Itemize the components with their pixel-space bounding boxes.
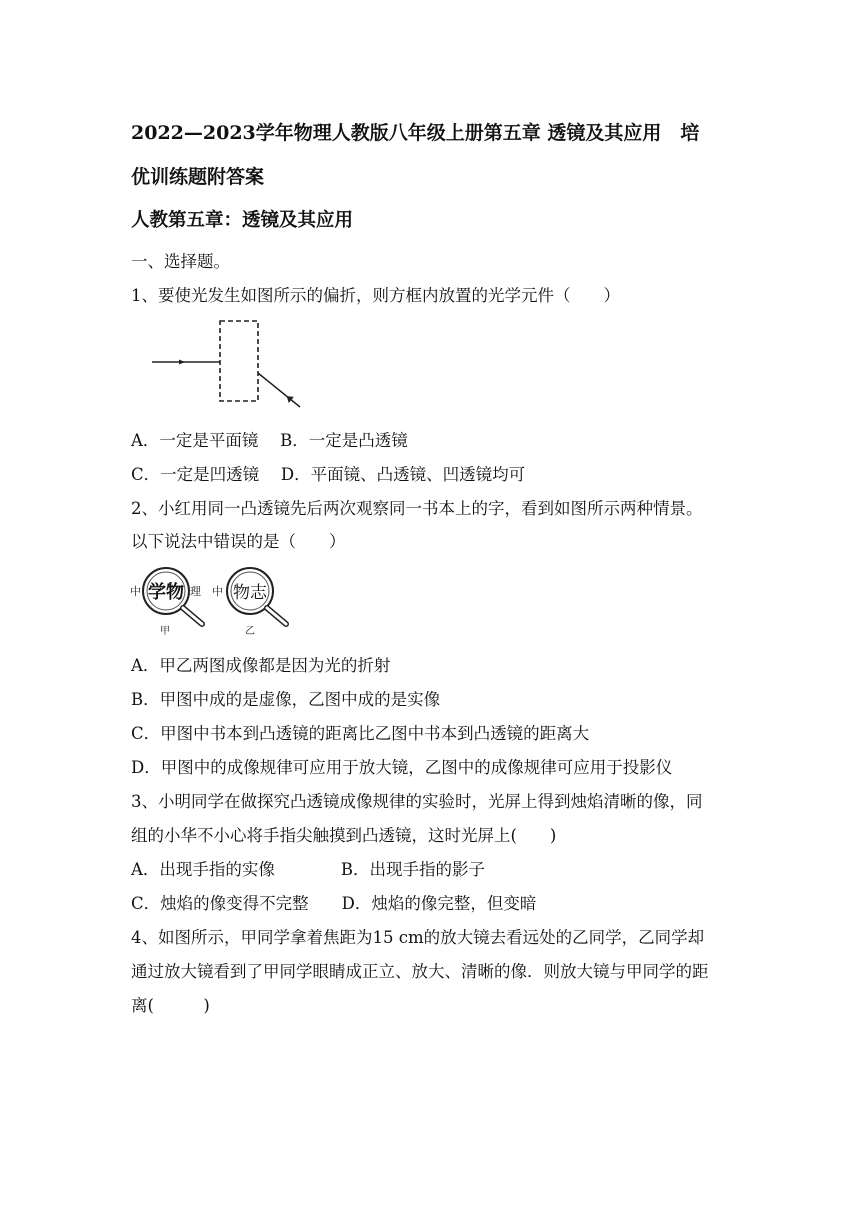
magnifier-a — [130, 568, 202, 637]
inverted-text-b: 物志 — [233, 583, 267, 603]
question-2-option-b: B．甲图中成的是虚像，乙图中成的是实像 — [131, 690, 441, 709]
magnifier-figure — [128, 560, 303, 638]
question-2-stem-line-1: 2、小红用同一凸透镜先后两次观察同一书本上的字，看到如图所示两种情景。 — [131, 499, 703, 518]
caption-yi: 乙 — [245, 626, 255, 637]
doc-title-line-2: 优训练题附答案 — [131, 166, 265, 188]
chapter-heading: 人教第五章：透镜及其应用 — [131, 210, 354, 231]
dashed-box — [220, 321, 258, 401]
book-text-left-b: 中 — [212, 585, 223, 598]
caption-jia: 甲 — [160, 626, 170, 637]
question-2-stem-line-2: 以下说法中错误的是（ ） — [131, 532, 346, 551]
light-deflection-figure — [140, 315, 310, 415]
question-1-option-ab: A．一定是平面镜 B．一定是凸透镜 — [131, 431, 408, 450]
magnifier-b — [212, 568, 286, 637]
question-2-option-a: A．甲乙两图成像都是因为光的折射 — [131, 656, 391, 675]
doc-title-line-1: 2022—2023学年物理人教版八年级上册第五章 透镜及其应用 培 — [131, 122, 700, 144]
section-label: 一、选择题。 — [131, 252, 230, 271]
question-4-stem-line-1: 4、如图所示，甲同学拿着焦距为15 cm的放大镜去看远处的乙同学，乙同学却 — [131, 928, 705, 947]
question-4-stem-line-3: 离( ) — [131, 996, 210, 1015]
book-text-left: 中 — [130, 585, 141, 598]
question-2-option-d: D．甲图中的成像规律可应用于放大镜，乙图中的成像规律可应用于投影仪 — [131, 758, 673, 777]
refracted-ray — [258, 373, 300, 407]
incident-arrow — [179, 360, 185, 365]
question-4-stem-line-2: 通过放大镜看到了甲同学眼睛成正立、放大、清晰的像．则放大镜与甲同学的距 — [131, 962, 709, 981]
question-3-stem-line-2: 组的小华不小心将手指尖触摸到凸透镜，这时光屏上( ) — [131, 826, 557, 845]
question-3-option-cd: C．烛焰的像变得不完整 D．烛焰的像完整，但变暗 — [131, 894, 537, 913]
magnified-text-a: 学物 — [148, 582, 184, 603]
question-1-option-cd: C．一定是凹透镜 D．平面镜、凸透镜、凹透镜均可 — [131, 465, 526, 484]
book-text-right: 理 — [190, 585, 201, 598]
question-3-option-ab: A．出现手指的实像 B．出现手指的影子 — [131, 860, 486, 879]
question-1-stem: 1、要使光发生如图所示的偏折，则方框内放置的光学元件（ ） — [131, 286, 620, 305]
question-2-option-c: C．甲图中书本到凸透镜的距离比乙图中书本到凸透镜的距离大 — [131, 724, 590, 743]
question-3-stem-line-1: 3、小明同学在做探究凸透镜成像规律的实验时，光屏上得到烛焰清晰的像，同 — [131, 792, 703, 811]
